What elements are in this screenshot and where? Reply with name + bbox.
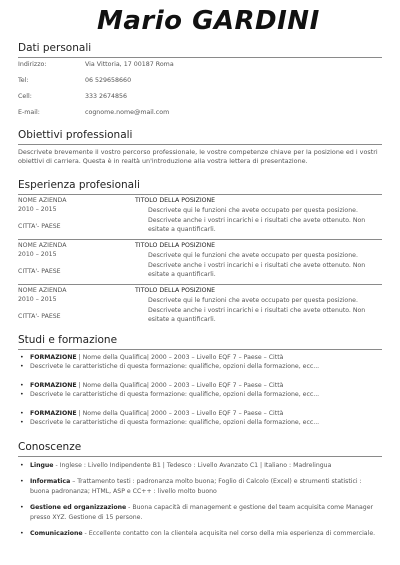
education-desc-text: Descrivete le caratteristiche di questa formazione: qualifiche, opzioni della formazione, ecc... xyxy=(30,391,320,399)
education-heading xyxy=(18,381,382,390)
position-title: TITOLO DELLA POSIZIONE xyxy=(135,242,216,249)
job-entry xyxy=(18,195,382,240)
skill-text: – Trattamento testi : padronanza molto buona; Foglio di Calcolo (Excel) e strumenti statistici : buona padronanza; HTML, ASP e CC++ : livello molto buono xyxy=(30,478,362,495)
skill-label: Comunicazione xyxy=(30,530,83,538)
objectives-text: Descrivete brevemente il vostro percorso professionale, le vostre competenze chiave per la posizione ed i vostri obiettivi di carriera. Questa è in realtà un'introduzione alla vostra lettera di presentazione. xyxy=(18,148,378,166)
experience-section xyxy=(18,179,382,329)
job-description: Descrivete qui le funzioni che avete occupato per questa posizione. Descrivete anche i vostri incarichi e i risultati che avete ottenuto. Non esitate a quantificarli. xyxy=(148,252,366,278)
company: NOME AZIENDA xyxy=(18,242,67,249)
field-label: E-mail: xyxy=(18,109,40,116)
personal-row xyxy=(18,74,382,90)
field-value: 06 529658660 xyxy=(85,77,132,84)
skill-label: Lingue xyxy=(30,462,54,469)
experience-title: Esperienza profesionali xyxy=(18,179,382,195)
field-label: Indirizzo: xyxy=(18,61,47,68)
job-entry xyxy=(18,285,382,329)
place: CITTA'- PAESE xyxy=(18,313,61,320)
job-entry xyxy=(18,240,382,285)
candidate-name: Mario GARDINI xyxy=(97,6,320,36)
education-title: Studi e formazione xyxy=(18,334,382,350)
objectives-section xyxy=(18,129,382,167)
skill-item xyxy=(18,503,382,522)
education-label: FORMAZIONE xyxy=(30,381,77,389)
skill-text: - Buona capacità di management e gestione del team acquisita come Manager presso XYZ. Gestione di 15 persone. xyxy=(30,504,374,521)
education-desc-text: Descrivete le caratteristiche di questa formazione: qualifiche, opzioni della formazione, ecc... xyxy=(30,363,320,371)
personal-row xyxy=(18,58,382,74)
field-label: Cell: xyxy=(18,93,32,100)
field-label: Tel: xyxy=(18,77,29,84)
education-description xyxy=(18,418,382,427)
personal-title: Dati personali xyxy=(18,42,382,58)
personal-row xyxy=(18,106,382,122)
skills-section xyxy=(18,441,382,538)
period: 2010 – 2015 xyxy=(18,206,57,213)
position-title: TITOLO DELLA POSIZIONE xyxy=(135,197,216,204)
education-heading xyxy=(18,409,382,418)
education-desc-text: Descrivete le caratteristiche di questa formazione: qualifiche, opzioni della formazione, ecc... xyxy=(30,419,320,427)
skill-text: - Inglese : Livello Indipendente B1 | Tedesco : Livello Avanzato C1 | Italiano : Madrelingua xyxy=(53,462,332,469)
education-heading xyxy=(18,353,382,362)
education-detail: | Nome della Qualifica| 2000 – 2003 – Livello EQF 7 – Paese – Città xyxy=(76,381,284,389)
personal-section xyxy=(18,42,382,122)
email-link[interactable]: cognome.nome@mail.com xyxy=(85,109,170,116)
education-detail: | Nome della Qualifica| 2000 – 2003 – Livello EQF 7 – Paese – Città xyxy=(76,409,284,417)
place: CITTA'- PAESE xyxy=(18,268,61,275)
education-entry xyxy=(18,381,382,400)
company: NOME AZIENDA xyxy=(18,287,67,294)
skill-label: Informatica xyxy=(30,478,71,486)
skill-item xyxy=(18,461,382,470)
education-entry xyxy=(18,409,382,428)
education-description xyxy=(18,390,382,399)
education-label: FORMAZIONE xyxy=(30,409,77,417)
skill-item xyxy=(18,529,382,538)
education-section xyxy=(18,334,382,427)
objectives-title: Obiettivi professionali xyxy=(18,129,382,145)
job-description: Descrivete qui le funzioni che avete occupato per questa posizione. Descrivete anche i vostri incarichi e i risultati che avete ottenuto. Non esitate a quantificarli. xyxy=(148,207,366,233)
skill-item xyxy=(18,477,382,496)
period: 2010 – 2015 xyxy=(18,296,57,303)
education-entry xyxy=(18,353,382,372)
skills-title: Conoscenze xyxy=(18,441,382,457)
skill-label: Gestione ed organizzazione xyxy=(30,504,127,512)
company: NOME AZIENDA xyxy=(18,197,67,204)
education-detail: | Nome della Qualifica| 2000 – 2003 – Livello EQF 7 – Paese – Città xyxy=(76,354,284,361)
place: CITTA'- PAESE xyxy=(18,223,61,230)
education-label: FORMAZIONE xyxy=(30,354,77,361)
personal-row xyxy=(18,90,382,106)
position-title: TITOLO DELLA POSIZIONE xyxy=(135,287,216,294)
education-description xyxy=(18,362,382,371)
job-description: Descrivete qui le funzioni che avete occupato per questa posizione. Descrivete anche i vostri incarichi e i risultati che avete ottenuto. Non esitate a quantificarli. xyxy=(148,297,366,323)
period: 2010 – 2015 xyxy=(18,251,57,258)
field-value: Via Vittoria, 17 00187 Roma xyxy=(85,61,174,68)
skill-text: - Eccellente contatto con la clientela acquisita nel corso della mia esperienza di commerciale. xyxy=(82,530,376,538)
field-value: 333 2674856 xyxy=(85,93,128,100)
